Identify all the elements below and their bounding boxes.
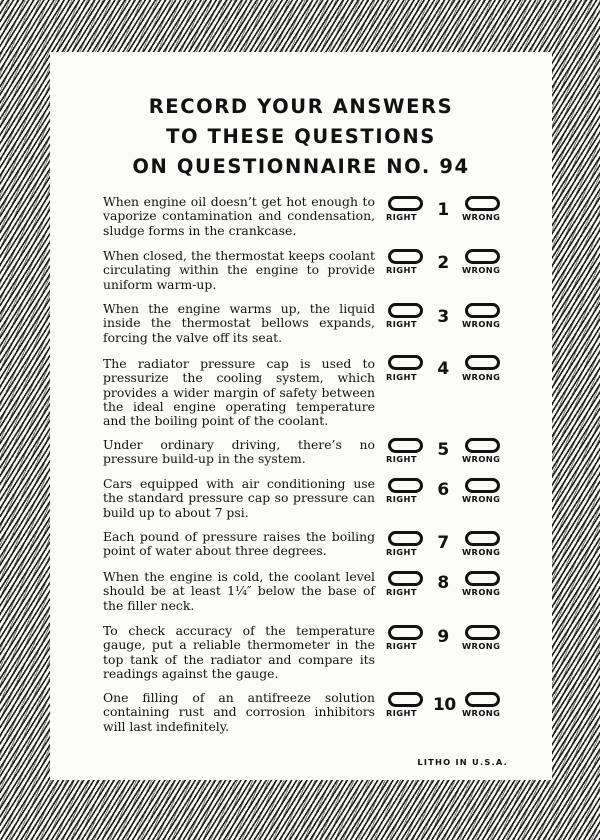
title-line-3: ON QUESTIONNAIRE NO. 94 <box>132 155 470 178</box>
question-1-number: 1 <box>437 200 449 220</box>
answer-4-right-label: RIGHT <box>386 372 417 382</box>
answer-6-wrong-label: WRONG <box>462 494 501 504</box>
answer-3-right-label: RIGHT <box>386 319 417 329</box>
answer-5-right-label: RIGHT <box>386 454 417 464</box>
answer-9-right-oval[interactable] <box>388 625 423 640</box>
answer-2-right-oval[interactable] <box>388 249 423 264</box>
answer-1-wrong-label: WRONG <box>462 212 501 222</box>
answer-8-right-label: RIGHT <box>386 587 417 597</box>
answer-7-right-oval[interactable] <box>388 531 423 546</box>
question-2-number: 2 <box>437 253 449 273</box>
answer-1-right-label: RIGHT <box>386 212 417 222</box>
question-8-text: When the engine is cold, the coolant level should be at least 1¼″ below the base of the filler neck. <box>103 569 375 613</box>
answer-9-wrong-oval[interactable] <box>465 625 500 640</box>
question-3-text: When the engine warms up, the liquid inside the thermostat bellows expands, forcing the valve off its seat. <box>103 301 375 345</box>
question-6-text: Cars equipped with air conditioning use the standard pressure cap so pressure can build up to about 7 psi. <box>103 476 375 520</box>
answer-9-wrong-label: WRONG <box>462 641 501 651</box>
answer-2-right-label: RIGHT <box>386 265 417 275</box>
answer-8-wrong-label: WRONG <box>462 587 501 597</box>
answer-3-wrong-oval[interactable] <box>465 303 500 318</box>
answer-10-right-oval[interactable] <box>388 692 423 707</box>
answer-6-right-oval[interactable] <box>388 478 423 493</box>
question-7-text: Each pound of pressure raises the boiling point of water about three degrees. <box>103 529 375 559</box>
question-4-text: The radiator pressure cap is used to pressurize the cooling system, which provides a wider margin of safety between the ideal engine operating temperature and the boiling point of the coolant. <box>103 356 375 429</box>
answer-5-wrong-label: WRONG <box>462 454 501 464</box>
answer-6-wrong-oval[interactable] <box>465 478 500 493</box>
question-6-number: 6 <box>437 480 449 500</box>
question-10-text: One filling of an antifreeze solution containing rust and corrosion inhibitors will last indefinitely. <box>103 690 375 734</box>
answer-8-wrong-oval[interactable] <box>465 571 500 586</box>
answer-sheet <box>50 52 552 780</box>
answer-9-right-label: RIGHT <box>386 641 417 651</box>
answer-10-right-label: RIGHT <box>386 708 417 718</box>
question-9-text: To check accuracy of the temperature gauge, put a reliable thermometer in the top tank of the radiator and compare its readings against the gauge. <box>103 623 375 681</box>
answer-7-right-label: RIGHT <box>386 547 417 557</box>
answer-3-right-oval[interactable] <box>388 303 423 318</box>
answer-10-wrong-label: WRONG <box>462 708 501 718</box>
answer-10-wrong-oval[interactable] <box>465 692 500 707</box>
answer-7-wrong-label: WRONG <box>462 547 501 557</box>
answer-3-wrong-label: WRONG <box>462 319 501 329</box>
question-10-number: 10 <box>433 695 456 715</box>
question-5-number: 5 <box>437 440 449 460</box>
answer-5-wrong-oval[interactable] <box>465 438 500 453</box>
question-1-text: When engine oil doesn’t get hot enough to vaporize contamination and condensation, sludge forms in the crankcase. <box>103 194 375 238</box>
answer-8-right-oval[interactable] <box>388 571 423 586</box>
title-line-2: TO THESE QUESTIONS <box>166 125 436 148</box>
answer-7-wrong-oval[interactable] <box>465 531 500 546</box>
answer-4-wrong-label: WRONG <box>462 372 501 382</box>
answer-6-right-label: RIGHT <box>386 494 417 504</box>
answer-2-wrong-oval[interactable] <box>465 249 500 264</box>
question-2-text: When closed, the thermostat keeps coolant circulating within the engine to provide uniform warm-up. <box>103 248 375 292</box>
answer-5-right-oval[interactable] <box>388 438 423 453</box>
answer-4-wrong-oval[interactable] <box>465 355 500 370</box>
answer-1-wrong-oval[interactable] <box>465 196 500 211</box>
question-9-number: 9 <box>437 627 449 647</box>
answer-1-right-oval[interactable] <box>388 196 423 211</box>
title-line-1: RECORD YOUR ANSWERS <box>148 95 454 118</box>
question-7-number: 7 <box>437 533 449 553</box>
question-4-number: 4 <box>437 359 449 379</box>
printer-credit: LITHO IN U.S.A. <box>417 757 508 767</box>
question-5-text: Under ordinary driving, there’s no pressure build-up in the system. <box>103 437 375 467</box>
answer-2-wrong-label: WRONG <box>462 265 501 275</box>
question-3-number: 3 <box>437 307 449 327</box>
answer-4-right-oval[interactable] <box>388 355 423 370</box>
question-8-number: 8 <box>437 573 449 593</box>
